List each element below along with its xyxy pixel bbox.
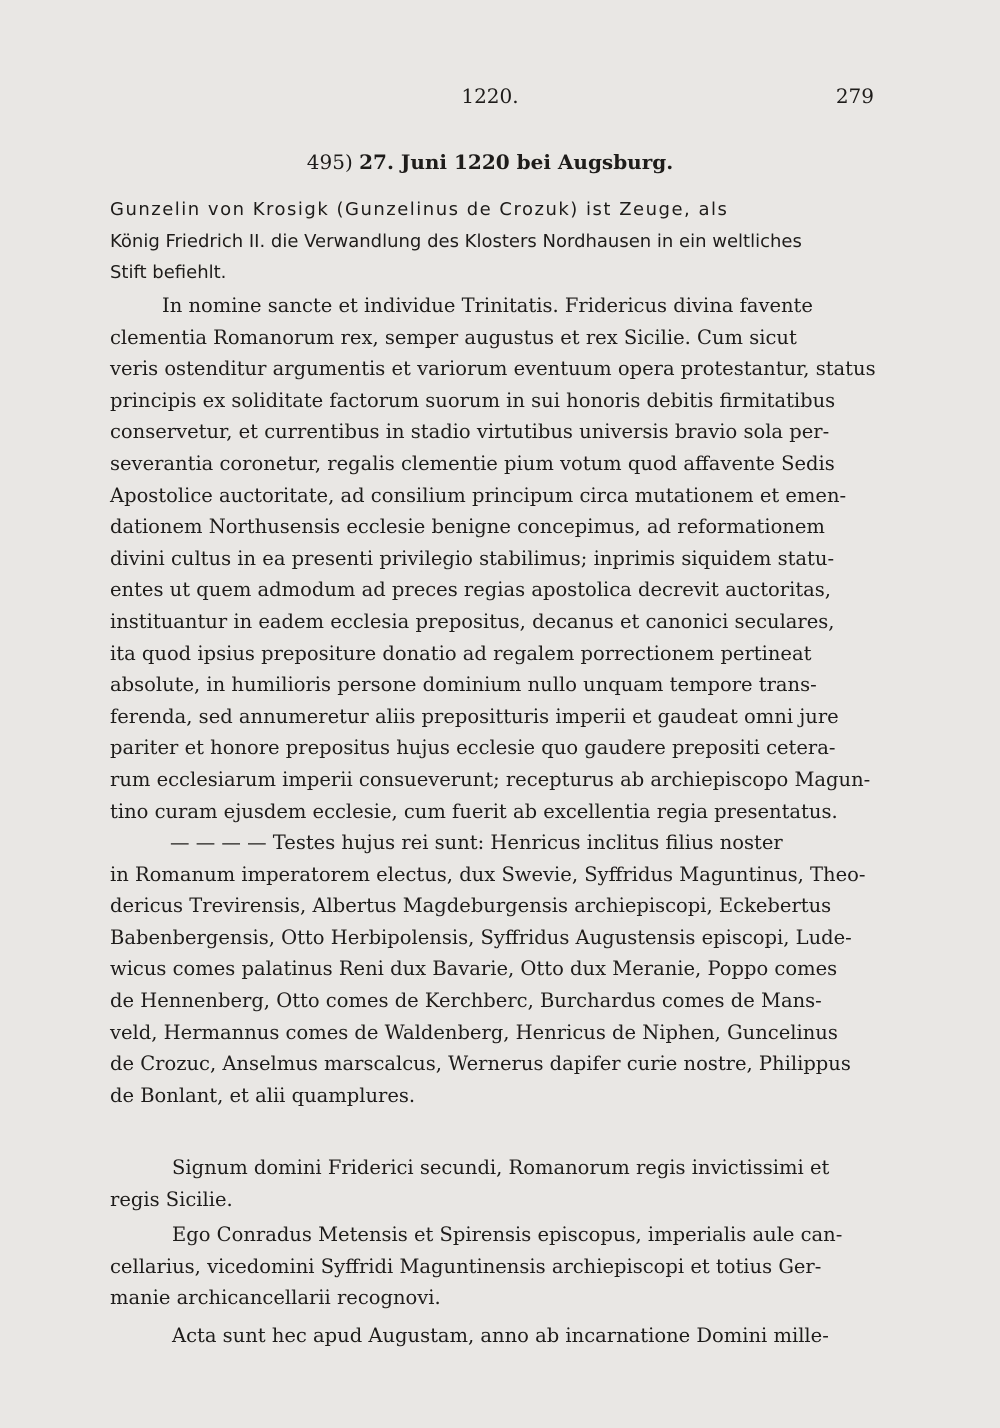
text-line: Babenbergensis, Otto Herbipolensis, Syffridus Augustensis episcopi, Lude- <box>110 925 852 949</box>
charter-text <box>110 290 876 1111</box>
summary-line: Stift befiehlt. <box>110 262 227 284</box>
text-line: Acta sunt hec apud Augustam, anno ab incarnatione Domini mille- <box>172 1324 829 1347</box>
text-line: ferenda, sed annumeretur aliis prepositturis imperii et gaudeat omni jure <box>110 704 839 728</box>
text-line: pariter et honore prepositus hujus ecclesie quo gaudere prepositi cetera- <box>110 736 836 760</box>
entry-heading <box>190 150 790 174</box>
summary-line: Gunzelin von Krosigk (Gunzelinus de Crozuk) ist Zeuge, als <box>110 199 729 220</box>
text-line: de Hennenberg, Otto comes de Kerchberc, Burchardus comes de Mans- <box>110 989 822 1013</box>
text-line: Signum domini Friderici secundi, Romanorum regis invictissimi et <box>172 1156 830 1179</box>
signum-paragraph <box>110 1152 876 1215</box>
acta-paragraph <box>110 1320 876 1352</box>
text-line: In nomine sancte et individue Trinitatis. Fridericus divina favente <box>162 294 813 317</box>
text-line: dericus Trevirensis, Albertus Magdeburgensis archiepiscopi, Eckebertus <box>110 894 832 918</box>
text-line: ita quod ipsius prepositure donatio ad regalem porrectionem pertineat <box>110 641 812 665</box>
text-line: instituantur in eadem ecclesia prepositus, decanus et canonici seculares, <box>110 609 835 633</box>
text-line: clementia Romanorum rex, semper augustus et rex Sicilie. Cum sicut <box>110 325 797 349</box>
text-line: — — — — Testes hujus rei sunt: Henricus inclitus filius noster <box>170 831 783 855</box>
text-line: Apostolice auctoritate, ad consilium principum circa mutationem et emen- <box>110 483 847 507</box>
summary-line: König Friedrich II. die Verwandlung des Klosters Nordhausen in ein weltliches <box>110 230 802 252</box>
recognition-paragraph <box>110 1219 876 1314</box>
running-head-year: 1220. <box>461 84 519 108</box>
text-line: principis ex soliditate factorum suorum in sui honoris debitis firmitatibus <box>110 388 836 412</box>
text-line: cellarius, vicedomini Syffridi Maguntinensis archiepiscopi et totius Ger- <box>110 1254 822 1278</box>
text-line: de Crozuc, Anselmus marscalcus, Wernerus dapifer curie nostre, Philippus <box>110 1052 851 1076</box>
text-line: in Romanum imperatorem electus, dux Swevie, Syffridus Maguntinus, Theo- <box>110 862 866 886</box>
text-line: Ego Conradus Metensis et Spirensis episcopus, imperialis aule can- <box>172 1223 843 1246</box>
text-line: dationem Northusensis ecclesie benigne concepimus, ad reformationem <box>110 515 825 539</box>
text-line: tino curam ejusdem ecclesie, cum fuerit ab excellentia regia presentatus. <box>110 799 838 823</box>
entry-date-place: 27. Juni 1220 bei Augsburg. <box>359 150 674 174</box>
text-line: conservetur, et currentibus in stadio virtutibus universis bravio sola per- <box>110 420 830 444</box>
text-line: entes ut quem admodum ad preces regias apostolica decrevit auctoritas, <box>110 578 831 602</box>
text-line: divini cultus in ea presenti privilegio stabilimus; inprimis siquidem statu- <box>110 546 835 570</box>
text-line: regis Sicilie. <box>110 1187 233 1211</box>
page-number: 279 <box>835 84 874 108</box>
text-line: rum ecclesiarum imperii consueverunt; recepturus ab archiepiscopo Magun- <box>110 767 871 791</box>
text-line: veris ostenditur argumentis et variorum eventuum opera protestantur, status <box>110 357 876 381</box>
entry-number: 495) <box>306 150 353 174</box>
text-line: severantia coronetur, regalis clementie pium votum quod affavente Sedis <box>110 451 835 475</box>
text-line: de Bonlant, et alii quamplures. <box>110 1083 416 1107</box>
text-line: manie archicancellarii recognovi. <box>110 1286 441 1310</box>
text-line: veld, Hermannus comes de Waldenberg, Henricus de Niphen, Guncelinus <box>110 1020 838 1044</box>
text-line: absolute, in humilioris persone dominium nullo unquam tempore trans- <box>110 673 817 697</box>
text-line: wicus comes palatinus Reni dux Bavarie, Otto dux Meranie, Poppo comes <box>110 957 838 981</box>
summary-paragraph <box>110 194 876 289</box>
